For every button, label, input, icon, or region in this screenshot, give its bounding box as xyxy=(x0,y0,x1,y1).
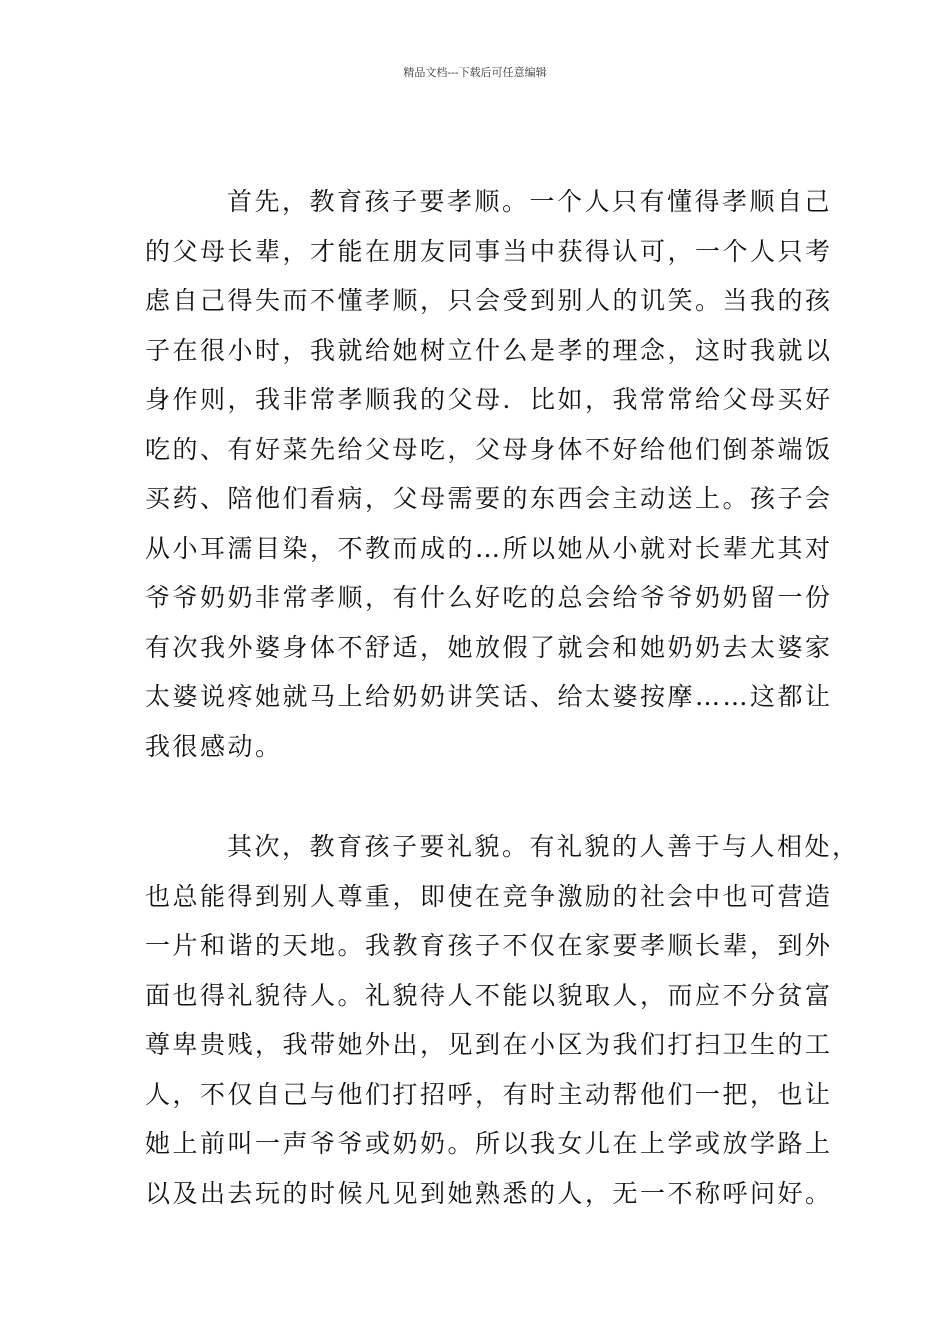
paragraph-line: 太婆说疼她就马上给奶奶讲笑话、给太婆按摩……这都让 xyxy=(145,682,833,711)
paragraph-line: 爷爷奶奶非常孝顺，有什么好吃的总会给爷爷奶奶留一份 xyxy=(145,583,833,612)
paragraph-line: 首先，教育孩子要孝顺。一个人只有懂得孝顺自己 xyxy=(227,187,833,216)
paragraph-line: 人，不仅自己与他们打招呼，有时主动帮他们一把，也让 xyxy=(145,1079,833,1109)
paragraph-line: 我很感动。 xyxy=(145,731,283,761)
paragraph-line: 虑自己得失而不懂孝顺，只会受到别人的讥笑。当我的孩 xyxy=(145,286,833,315)
paragraph-line: 买药、陪他们看病，父母需要的东西会主动送上。孩子会 xyxy=(145,484,833,513)
paragraph-line: 从小耳濡目染，不教而成的…所以她从小就对长辈尤其对 xyxy=(145,533,833,563)
paragraph-filial-piety xyxy=(145,177,833,771)
paragraph-line: 有次我外婆身体不舒适，她放假了就会和她奶奶去太婆家 xyxy=(145,632,833,662)
paragraph-line: 面也得礼貌待人。礼貌待人不能以貌取人，而应不分贫富 xyxy=(145,980,833,1010)
page-header: 精品文档---下载后可任意编辑 xyxy=(403,66,547,79)
paragraph-line: 其次，教育孩子要礼貌。有礼貌的人善于与人相处， xyxy=(227,832,860,861)
paragraph-line: 她上前叫一声爷爷或奶奶。所以我女儿在上学或放学路上 xyxy=(145,1129,833,1158)
paragraph-line: 尊卑贵贱，我带她外出，见到在小区为我们打扫卫生的工 xyxy=(145,1030,833,1059)
paragraph-line: 的父母长辈，才能在朋友同事当中获得认可，一个人只考 xyxy=(145,236,833,266)
paragraph-line: 以及出去玩的时候凡见到她熟悉的人，无一不称呼问好。 xyxy=(145,1178,833,1208)
paragraph-politeness xyxy=(145,822,860,1218)
paragraph-line: 一片和谐的天地。我教育孩子不仅在家要孝顺长辈，到外 xyxy=(145,931,833,960)
paragraph-line: 吃的、有好菜先给父母吃，父母身体不好给他们倒茶端饭 xyxy=(145,434,833,464)
paragraph-line: 也总能得到别人尊重，即使在竞争激励的社会中也可营造 xyxy=(145,881,833,911)
paragraph-line: 身作则，我非常孝顺我的父母．比如，我常常给父母买好 xyxy=(145,385,833,414)
paragraph-line: 子在很小时，我就给她树立什么是孝的理念，这时我就以 xyxy=(145,335,833,365)
